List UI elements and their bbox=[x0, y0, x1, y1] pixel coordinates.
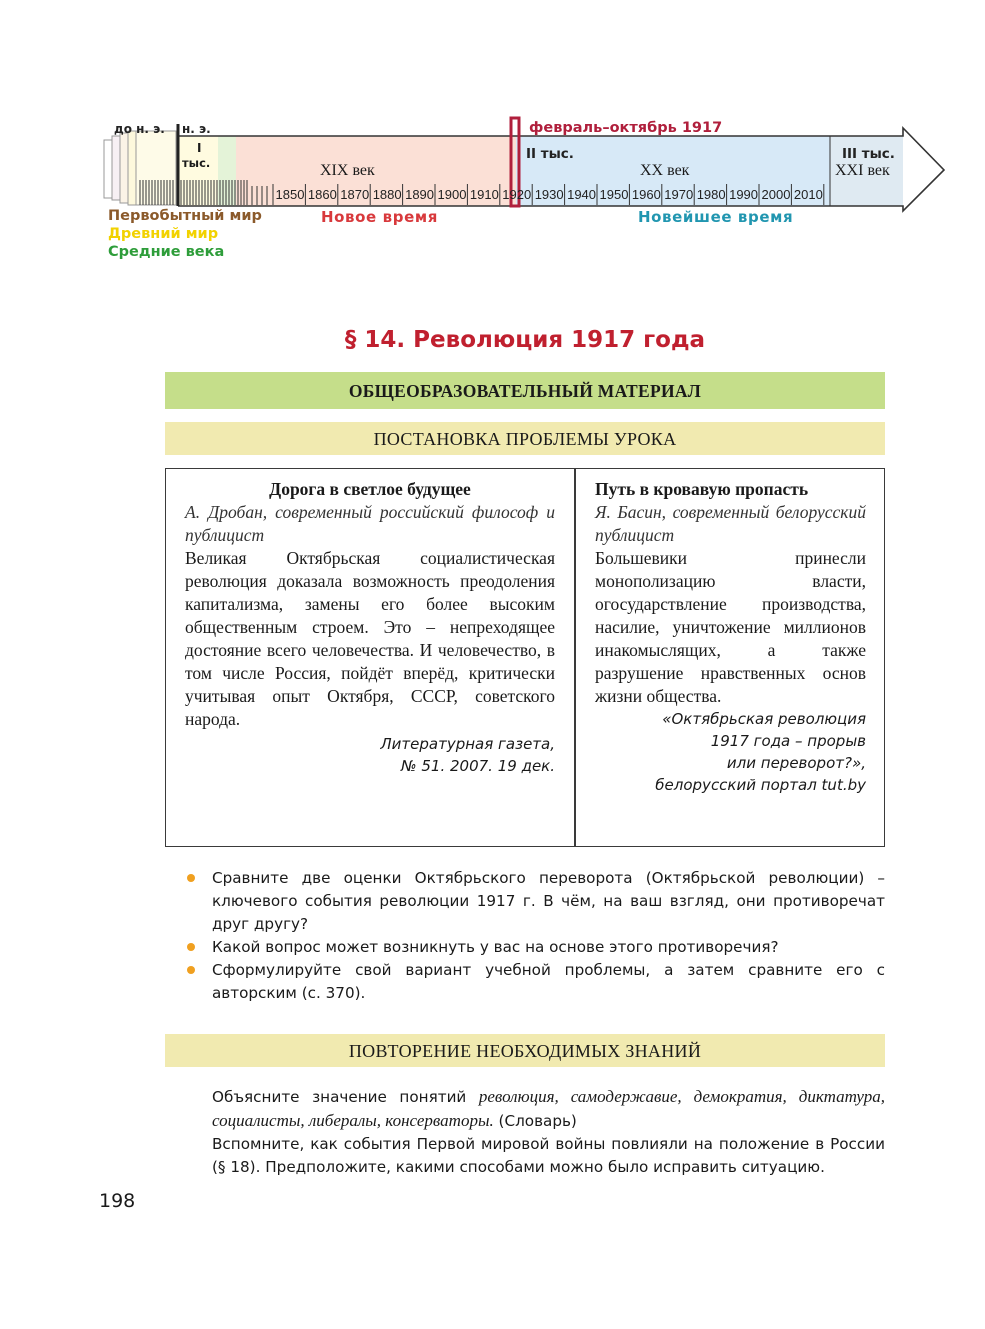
quote-left bbox=[185, 478, 555, 777]
timeline-decade-label: 1890 bbox=[405, 187, 435, 202]
list-item: Сравните две оценки Октябрьского переворота (Октябрьской революции) – ключевого события революции 1917 г. В чём, на ваш взгляд, они противоречат друг другу? bbox=[185, 867, 885, 936]
timeline-decade-label: 2000 bbox=[761, 187, 791, 202]
century-19-label: XIX век bbox=[320, 162, 375, 179]
quote-left-author: А. Дробан, современный российский философ и публицист bbox=[185, 502, 555, 545]
era-bc-label: до н. э. bbox=[114, 122, 165, 136]
quote-left-source-line2: № 51. 2007. 19 дек. bbox=[401, 757, 555, 775]
era-ad-label: н. э. bbox=[182, 122, 211, 136]
timeline-decade-label: 1900 bbox=[437, 187, 467, 202]
section-band-general: ОБЩЕОБРАЗОВАТЕЛЬНЫЙ МАТЕРИАЛ bbox=[165, 372, 885, 409]
timeline-decade-label: 1960 bbox=[631, 187, 661, 202]
list-item: Какой вопрос может возникнуть у вас на основе этого противоречия? bbox=[185, 936, 885, 959]
quote-right-text: Большевики принесли монополизацию власти, огосударствление производства, насилие, уничтожение миллионов инакомыслящих, а также разрушение нравственных основ жизни общества. bbox=[595, 548, 866, 706]
quote-left-heading: Дорога в светлое будущее bbox=[269, 479, 471, 499]
timeline-decade-label: 1950 bbox=[599, 187, 629, 202]
period-middle-ages-label: Средние века bbox=[108, 244, 225, 260]
timeline-decade-label: 1980 bbox=[696, 187, 726, 202]
period-contemporary-label: Новейшее время bbox=[638, 208, 794, 226]
timeline-decade-label: 1970 bbox=[664, 187, 694, 202]
repeat-line2: Вспомните, как события Первой мировой войны повлияли на положение в России (§ 18). Предположите, какими способами можно было исправить ситуацию. bbox=[212, 1135, 885, 1176]
timeline-decade-label: 2010 bbox=[793, 187, 823, 202]
timeline-decade-labels bbox=[276, 187, 823, 202]
repeat-terms: революция, самодержавие, демократия, диктатура, социалисты, либералы, консерваторы. bbox=[212, 1087, 886, 1130]
section-band-problem: ПОСТАНОВКА ПРОБЛЕМЫ УРОКА bbox=[165, 422, 885, 455]
timeline-decade-label: 1910 bbox=[469, 187, 499, 202]
repeat-lead: Объясните значение понятий bbox=[212, 1088, 467, 1106]
quote-right-heading: Путь в кровавую пропасть bbox=[595, 479, 809, 499]
second-millennium-label: II тыс. bbox=[526, 146, 574, 162]
bullet-icon bbox=[187, 943, 195, 951]
timeline-decade-label: 1920 bbox=[502, 187, 532, 202]
century-21-label: XXI век bbox=[835, 162, 890, 179]
timeline-decade-label: 1870 bbox=[340, 187, 370, 202]
page-number: 198 bbox=[99, 1190, 136, 1212]
event-1917-label: февраль–октябрь 1917 bbox=[529, 120, 723, 136]
first-millennium-word: тыс. bbox=[182, 156, 211, 170]
list-item: Сформулируйте свой вариант учебной проблемы, а затем сравните его с авторским (с. 370). bbox=[185, 959, 885, 1005]
quote-right-source-line2: 1917 года – прорыв bbox=[710, 732, 866, 750]
third-millennium-label: III тыс. bbox=[842, 146, 895, 162]
bullet-icon bbox=[187, 966, 195, 974]
timeline-decade-label: 1880 bbox=[372, 187, 402, 202]
timeline-decade-label: 1850 bbox=[275, 187, 305, 202]
quote-left-source-line1: Литературная газета, bbox=[380, 735, 555, 753]
quote-table-divider bbox=[574, 468, 576, 847]
period-modern-label: Новое время bbox=[321, 208, 438, 226]
timeline-decade-label: 1930 bbox=[534, 187, 564, 202]
repeat-text bbox=[212, 1085, 885, 1179]
century-20-label: XX век bbox=[640, 162, 690, 179]
quote-left-text: Великая Октябрьская социалистическая революция доказала возможность преодоления капитализма, замены его более высоким общественным строем. Это – непреходящее достояние всего человечества. И человечество, в том числе Россия, пойдёт вперёд, критически учитывая опыт Октября, СССР, советского народа. bbox=[185, 548, 555, 729]
period-primitive-label: Первобытный мир bbox=[108, 208, 262, 224]
page-title: § 14. Революция 1917 года bbox=[344, 327, 706, 353]
quote-right-source-line3: или переворот?», bbox=[726, 754, 866, 772]
timeline-decade-label: 1860 bbox=[307, 187, 337, 202]
quote-right-source-line1: «Октябрьская революция bbox=[662, 710, 866, 728]
period-ancient-label: Древний мир bbox=[108, 226, 219, 242]
quote-right bbox=[595, 478, 866, 796]
first-millennium-numeral: I bbox=[197, 141, 202, 155]
timeline-decade-label: 1990 bbox=[729, 187, 759, 202]
timeline bbox=[0, 0, 985, 270]
section-band-repeat: ПОВТОРЕНИЕ НЕОБХОДИМЫХ ЗНАНИЙ bbox=[165, 1034, 885, 1067]
question-list bbox=[185, 867, 885, 1005]
quote-right-author: Я. Басин, современный белорусский публицист bbox=[595, 502, 866, 545]
quote-right-source-line4: белорусский портал tut.by bbox=[655, 776, 866, 794]
repeat-after-terms: (Словарь) bbox=[498, 1112, 577, 1130]
timeline-decade-label: 1940 bbox=[567, 187, 597, 202]
bullet-icon bbox=[187, 874, 195, 882]
